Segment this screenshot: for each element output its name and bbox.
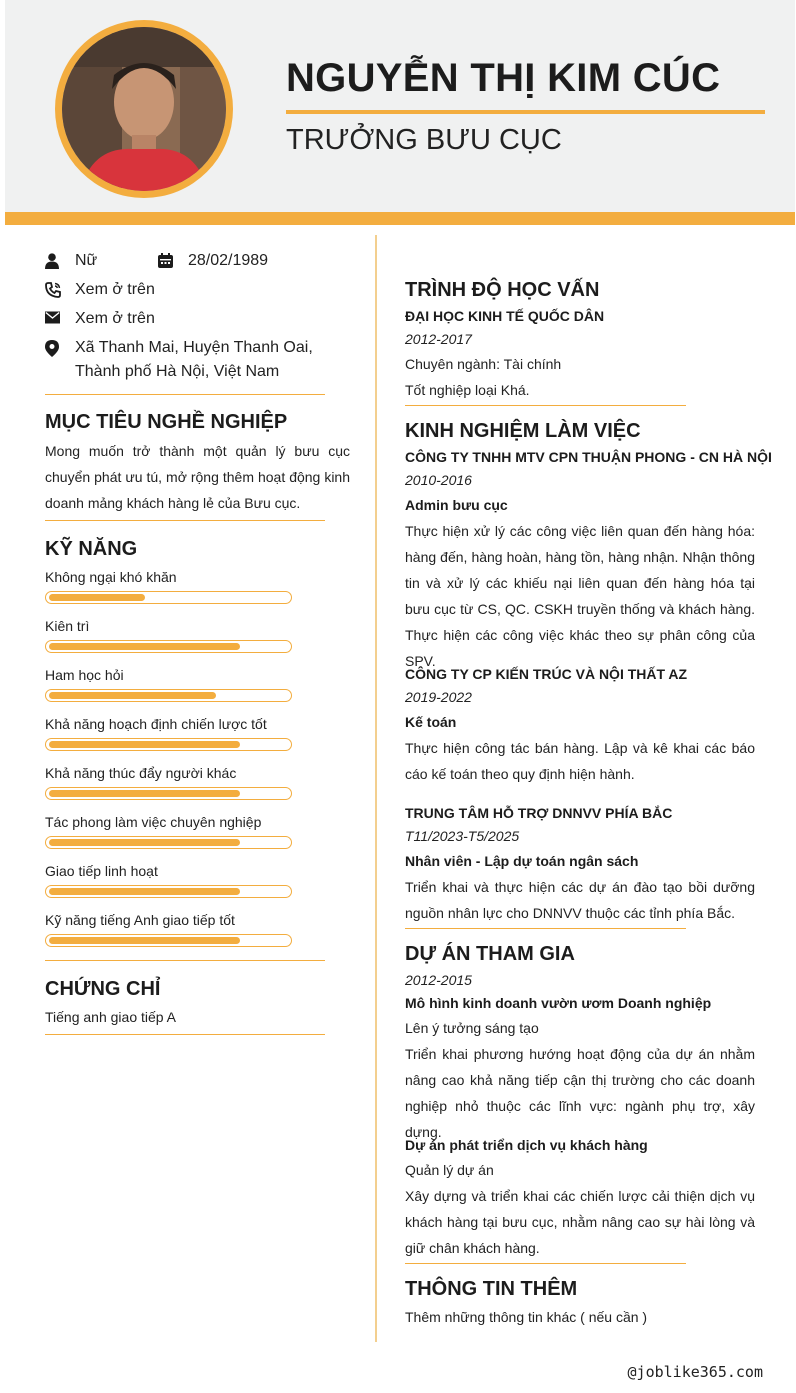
experience-description: Thực hiện công tác bán hàng. Lập và kê khai các báo cáo kế toán theo quy định hiện hành.: [405, 740, 755, 782]
right-divider: [405, 1263, 686, 1264]
phone-value: Xem ở trên: [75, 281, 155, 298]
address-row: [45, 336, 360, 384]
column-divider: [375, 235, 377, 1342]
skill-progress-bar: [45, 787, 292, 800]
skill-label: Không ngại khó khăn: [45, 569, 177, 585]
project-period: 2012-2015: [405, 972, 472, 988]
skills-title: KỸ NĂNG: [45, 538, 138, 560]
skill-progress-bar: [45, 934, 292, 947]
objective-text: Mong muốn trở thành một quản lý bưu cục chuyển phát ưu tú, mở rộng thêm hoạt động kinh doanh mảng khách hàng lẻ của Bưu cục.: [45, 443, 350, 511]
experience-period: T11/2023-T5/2025: [405, 828, 520, 844]
dob-row: [158, 249, 268, 273]
projects-title: DỰ ÁN THAM GIA: [405, 943, 575, 965]
skill-label: Tác phong làm việc chuyên nghiệp: [45, 814, 262, 830]
skill-progress-fill: [49, 888, 240, 895]
avatar: [62, 27, 226, 191]
skill-label: Kiên trì: [45, 618, 90, 634]
phone-row: [45, 278, 155, 302]
gender-row: [45, 249, 97, 273]
skill-progress-bar: [45, 836, 292, 849]
experience-company: CÔNG TY CP KIẾN TRÚC VÀ NỘI THẤT AZ: [405, 666, 688, 682]
education-period: 2012-2017: [405, 331, 472, 347]
skill-label: Giao tiếp linh hoạt: [45, 863, 158, 879]
experience-period: 2019-2022: [405, 689, 472, 705]
project-name: Dự án phát triển dịch vụ khách hàng: [405, 1137, 648, 1153]
skill-progress-fill: [49, 692, 216, 699]
certificate-item: Tiếng anh giao tiếp A: [45, 1009, 177, 1025]
experience-period: 2010-2016: [405, 472, 472, 488]
location-pin-icon: [45, 336, 75, 357]
skill-label: Khả năng thúc đẩy người khác: [45, 765, 237, 781]
experience-description: Triển khai và thực hiện các dự án đào tạo bồi dưỡng nguồn nhân lực cho DNNVV thuộc các tỉnh phía Bắc.: [405, 879, 755, 921]
skill-progress-bar: [45, 885, 292, 898]
left-divider: [45, 394, 325, 395]
job-title: TRƯỞNG BƯU CỤC: [286, 124, 562, 156]
left-divider: [45, 520, 325, 521]
experience-company: CÔNG TY TNHH MTV CPN THUẬN PHONG - CN HÀ NỘI: [405, 449, 772, 465]
calendar-icon: [158, 249, 188, 268]
skill-progress-bar: [45, 738, 292, 751]
skill-label: Ham học hỏi: [45, 667, 124, 683]
address-value: Xã Thanh Mai, Huyện Thanh Oai, Thành phố Hà Nội, Việt Nam: [75, 339, 313, 380]
experience-company: TRUNG TÂM HỖ TRỢ DNNVV PHÍA BẮC: [405, 805, 673, 821]
skill-progress-fill: [49, 594, 145, 601]
skill-progress-fill: [49, 741, 240, 748]
certificates-title: CHỨNG CHỈ: [45, 978, 161, 1000]
objective-title: MỤC TIÊU NGHỀ NGHIỆP: [45, 411, 288, 433]
project-role: Lên ý tưởng sáng tạo: [405, 1020, 539, 1036]
email-icon: [45, 307, 75, 324]
gender-value: Nữ: [75, 252, 98, 269]
extra-info-title: THÔNG TIN THÊM: [405, 1278, 578, 1300]
skill-progress-fill: [49, 937, 240, 944]
right-divider: [405, 405, 686, 406]
candidate-name: NGUYỄN THỊ KIM CÚC: [286, 56, 721, 100]
right-divider: [405, 928, 686, 929]
experience-description: Thực hiện xử lý các công việc liên quan đến hàng hóa: hàng đến, hàng hoàn, hàng tồn, hàng nhận. Nhận thông tin và xử lý các khiếu nại liên quan đến hàng hóa tại bưu cục từ CS, QC. CSKH truyền thống và khách hàng. Thực hiện các công việc khác theo sự phân công của SPV.: [405, 523, 755, 669]
experience-role: Admin bưu cục: [405, 497, 508, 513]
dob-value: 28/02/1989: [188, 252, 269, 269]
project-description: Triển khai phương hướng hoạt động của dự án nhằm nâng cao khả năng tiếp cận thị trường cho các doanh nghiệp nhỏ thuộc các lĩnh vực: ngành phụ trợ, xây dựng.: [405, 1046, 755, 1140]
left-divider: [45, 1034, 325, 1035]
email-value: Xem ở trên: [75, 310, 155, 327]
project-description: Xây dựng và triển khai các chiến lược cải thiện dịch vụ khách hàng tại bưu cục, nhằm nâng cao sự hài lòng và giữ chân khách hàng.: [405, 1188, 755, 1256]
email-row: [45, 307, 155, 331]
skill-progress-fill: [49, 790, 240, 797]
school-name: ĐẠI HỌC KINH TẾ QUỐC DÂN: [405, 308, 605, 324]
education-major: Chuyên ngành: Tài chính: [405, 356, 562, 372]
education-title: TRÌNH ĐỘ HỌC VẤN: [405, 279, 600, 301]
experience-title: KINH NGHIỆM LÀM VIỆC: [405, 420, 641, 442]
skill-label: Kỹ năng tiếng Anh giao tiếp tốt: [45, 912, 235, 928]
avatar-photo: [62, 27, 226, 191]
project-name: Mô hình kinh doanh vườn ươm Doanh nghiệp: [405, 995, 712, 1011]
skill-progress-bar: [45, 591, 292, 604]
experience-role: Nhân viên - Lập dự toán ngân sách: [405, 853, 639, 869]
header-accent-bar: [5, 212, 795, 225]
project-role: Quản lý dự án: [405, 1162, 494, 1178]
skill-progress-fill: [49, 839, 240, 846]
extra-info-text: Thêm những thông tin khác ( nếu cần ): [405, 1309, 648, 1325]
experience-role: Kế toán: [405, 714, 457, 730]
education-result: Tốt nghiệp loại Khá.: [405, 382, 530, 398]
skill-progress-bar: [45, 689, 292, 702]
person-icon: [45, 249, 75, 269]
skill-progress-fill: [49, 643, 240, 650]
phone-icon: [45, 278, 75, 298]
skill-label: Khả năng hoạch định chiến lược tốt: [45, 716, 267, 732]
left-divider: [45, 960, 325, 961]
name-underline: [286, 110, 765, 114]
watermark: @joblike365.com: [627, 1363, 763, 1381]
skill-progress-bar: [45, 640, 292, 653]
